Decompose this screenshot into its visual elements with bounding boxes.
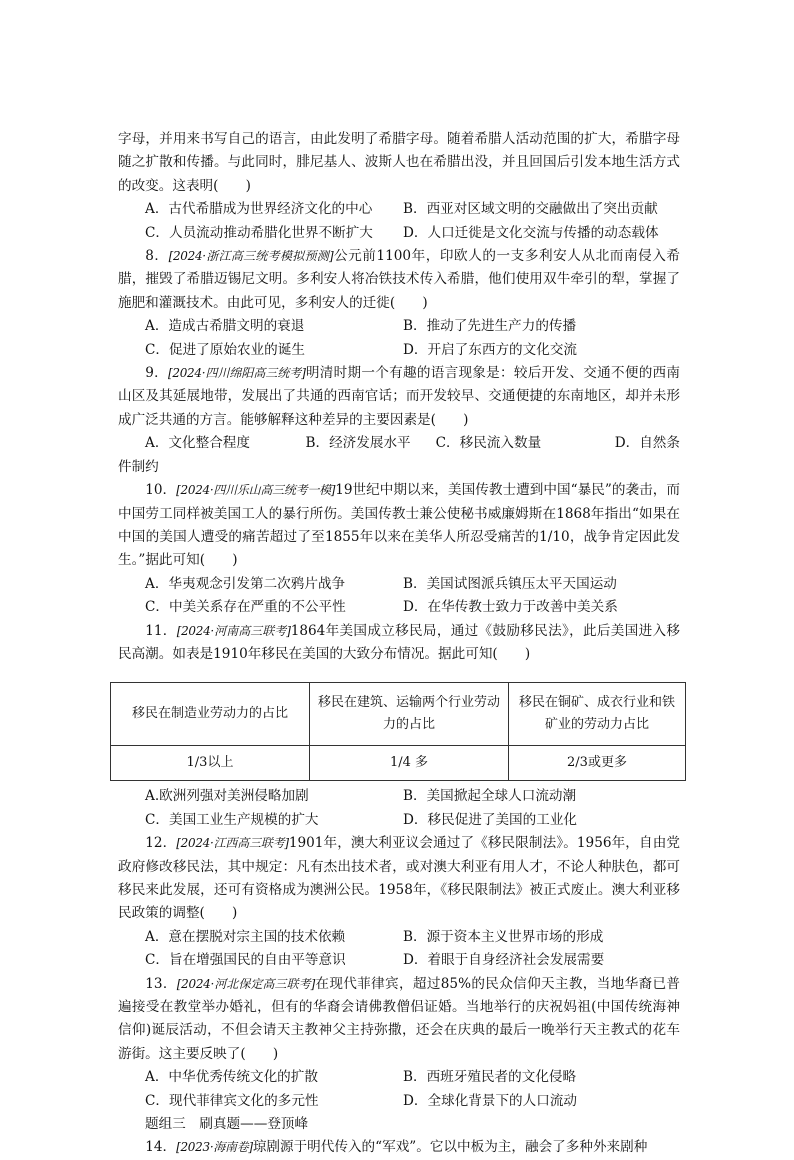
q9-number: 9． (145, 365, 168, 382)
q14-stem (118, 1136, 680, 1159)
option-a[interactable]: A．中华优秀传统文化的扩散 (145, 1069, 318, 1086)
table-cell: 1/3以上 (111, 746, 310, 781)
q11-text: 1864年美国成立移民局，通过《鼓励移民法》，此后美国进入移民高潮。如表是1910年移民在美国的大致分布情况。据此可知( ) (118, 622, 680, 662)
option-a[interactable]: A．文化整合程度 (145, 435, 250, 452)
q13-source: [2024·河北保定高三联考] (176, 976, 316, 991)
table-header-cell: 移民在建筑、运输两个行业劳动力的占比 (310, 683, 509, 746)
q8-number: 8． (145, 248, 169, 265)
q9-source: [2024·四川绵阳高三统考] (167, 366, 306, 381)
table-cell: 2/3或更多 (509, 746, 686, 781)
q12-options-row1 (118, 926, 680, 949)
q10-options-row1 (118, 573, 680, 596)
exam-page (118, 128, 680, 1160)
q9-stem (118, 362, 680, 432)
q7-options-row2 (118, 222, 680, 245)
q8-options-row1 (118, 315, 680, 338)
q14-number: 14． (145, 1139, 177, 1156)
option-c[interactable]: C．移民流入数量 (435, 435, 542, 452)
q12-source: [2024·江西高三联考] (176, 836, 289, 851)
option-d[interactable]: D．移民促进了美国的工业化 (403, 811, 578, 828)
q8-options-row2 (118, 339, 680, 362)
q13-options-row1 (118, 1066, 680, 1089)
q7-options-row1 (118, 198, 680, 221)
table-header-cell: 移民在铜矿、成衣行业和铁矿业的劳动力占比 (509, 683, 686, 746)
option-a[interactable]: A.欧洲列强对美洲侵略加剧 (145, 788, 309, 805)
option-c[interactable]: C．旨在增强国民的自由平等意识 (145, 952, 346, 969)
q13-options-row2 (118, 1090, 680, 1113)
immigration-table (110, 682, 686, 781)
q10-options-row2 (118, 596, 680, 619)
section-title: 题组三 刷真题——登顶峰 (145, 1116, 309, 1133)
table-header-row (111, 683, 686, 746)
table-header-cell: 移民在制造业劳动力的占比 (111, 683, 310, 746)
option-c[interactable]: C．美国工业生产规模的扩大 (145, 811, 319, 828)
option-d[interactable]: D．着眼于自身经济社会发展需要 (403, 952, 605, 969)
table-cell: 1/4 多 (310, 746, 509, 781)
q12-options-row2 (118, 949, 680, 972)
option-b[interactable]: B．美国掀起全球人口流动潮 (403, 788, 577, 805)
q13-number: 13． (145, 975, 177, 992)
option-a[interactable]: A．华夷观念引发第二次鸦片战争 (145, 575, 346, 592)
q12-stem (118, 832, 680, 926)
option-c[interactable]: C．促进了原始农业的诞生 (145, 341, 305, 358)
option-c[interactable]: C．现代菲律宾文化的多元性 (145, 1092, 319, 1109)
option-d[interactable]: D．人口迁徙是文化交流与传播的动态载体 (403, 224, 659, 241)
q9-option-d-tail: 件制约 (118, 458, 159, 475)
q14-source: [2023·海南卷] (176, 1140, 253, 1155)
option-a[interactable]: A．造成古希腊文明的衰退 (145, 318, 305, 335)
option-b[interactable]: B．经济发展水平 (305, 435, 411, 452)
option-b[interactable]: B．美国试图派兵镇压太平天国运动 (403, 575, 617, 592)
option-d[interactable]: D．自然条 (614, 435, 680, 452)
q10-number: 10． (145, 482, 177, 499)
option-a[interactable]: A．意在摆脱对宗主国的技术依赖 (145, 928, 346, 945)
option-c[interactable]: C．中美关系存在严重的不公平性 (145, 599, 346, 616)
q10-stem (118, 479, 680, 573)
q11-options-row2 (118, 809, 680, 832)
q13-stem (118, 973, 680, 1067)
option-d[interactable]: D．在华传教士致力于改善中美关系 (403, 599, 618, 616)
q10-text: 19世纪中期以来，美国传教士遭到中国“暴民”的袭击，而中国劳工同样被美国工人的暴行所伤。美国传教士兼公使秘书威廉姆斯在1868年指出“如果在中国的美国人遭受的痛苦超过了至1855年以来在美华人所忍受痛苦的1/10，战争肯定因此发生。”据此可知( ) (118, 482, 680, 569)
option-c[interactable]: C．人员流动推动希腊化世界不断扩大 (145, 224, 373, 241)
option-b[interactable]: B．西亚对区域文明的交融做出了突出贡献 (403, 201, 658, 218)
option-b[interactable]: B．推动了先进生产力的传播 (403, 318, 577, 335)
option-d[interactable]: D．开启了东西方的文化交流 (403, 341, 578, 358)
q8-stem (118, 245, 680, 315)
option-a[interactable]: A．古代希腊成为世界经济文化的中心 (145, 201, 373, 218)
option-b[interactable]: B．西班牙殖民者的文化侵略 (403, 1069, 577, 1086)
q11-stem (118, 620, 680, 667)
q7-text: 字母，并用来书写自己的语言，由此发明了希腊字母。随着希腊人活动范围的扩大，希腊字母随之扩散和传播。与此同时，腓尼基人、波斯人也在希腊出没，并且回国后引发本地生活方式的改变。这表明( ) (118, 131, 680, 194)
option-d[interactable]: D．全球化背景下的人口流动 (403, 1092, 578, 1109)
q8-source: [2024·浙江高三统考模拟预测] (168, 249, 334, 264)
q12-number: 12． (145, 835, 177, 852)
q9-text: 明清时期一个有趣的语言现象是：较后开发、交通不便的西南山区及其延展地带，发展出了共通的西南官话；而开发较早、交通便捷的东南地区，却并未形成广泛共通的方言。能够解释这种差异的主要因素是( ) (118, 365, 681, 428)
q11-source: [2024·河南高三联考] (176, 623, 291, 638)
q14-text: 琼剧源于明代传入的“军戏”。它以中板为主，融会了多种外来剧种 (252, 1139, 648, 1156)
q8-text: 公元前1100年，印欧人的一支多利安人从北而南侵入希腊，摧毁了希腊迈锡尼文明。多利安人将冶铁技术传入希腊，他们使用双牛牵引的犁，掌握了施肥和灌溉技术。由此可见，多利安人的迁徙( ) (118, 248, 681, 311)
q11-options-row1 (118, 785, 680, 808)
q11-number: 11． (145, 622, 177, 639)
q12-text: 1901年，澳大利亚议会通过了《移民限制法》。1956年，自由党政府修改移民法，其中规定：凡有杰出技术者，或对澳大利亚有用人才，不论人种肤色，都可移民来此发展，还可有资格成为澳洲公民。1958年，《移民限制法》被正式废止。澳大利亚移民政策的调整( ) (118, 835, 680, 922)
option-b[interactable]: B．源于资本主义世界市场的形成 (403, 928, 604, 945)
table-row (111, 746, 686, 781)
q10-source: [2024·四川乐山高三统考一模] (176, 483, 336, 498)
q13-text: 在现代菲律宾，超过85%的民众信仰天主教，当地华裔已普遍接受在教堂举办婚礼，但有的华裔会请佛教僧侣证婚。当地举行的庆祝妈祖(中国传统海神信仰)诞辰活动，不但会请天主教神父主持弥撒，还会在庆典的最后一晚举行天主教式的花车游街。这主要反映了( ) (118, 975, 680, 1062)
q9-options (118, 432, 680, 455)
